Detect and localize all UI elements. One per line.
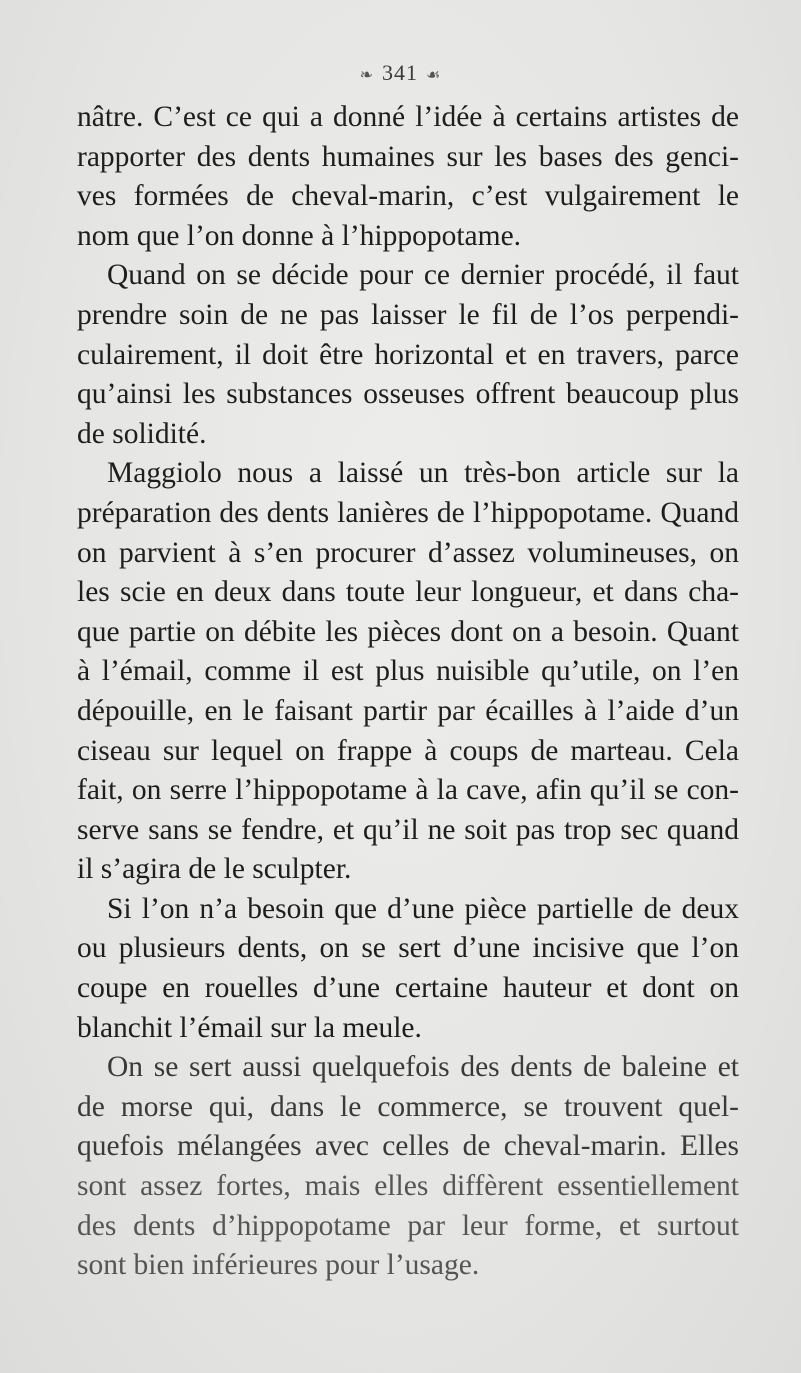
text-line: On se sert aussi quelquefois des dents de baleine et [107, 1051, 739, 1084]
left-ornament-icon: ❧ [359, 66, 375, 84]
text-line: ou plusieurs dents, on se sert d’une incisive que l’on [77, 932, 739, 965]
text-line: dépouille, en le faisant partir par écailles à l’aide d’un [77, 694, 739, 727]
text-line: blanchit l’émail sur la meule. [77, 1011, 422, 1044]
text-line: Si l’on n’a besoin que d’une pièce partielle de deux [107, 892, 739, 925]
text-line: rapporter des dents humaines sur les bases des genci- [77, 140, 739, 173]
text-line: de solidité. [77, 417, 207, 450]
text-line: nom que l’on donne à l’hippopotame. [77, 219, 522, 252]
body-text [77, 98, 739, 1286]
text-line: préparation des dents lanières de l’hippopotame. Quand [77, 496, 739, 529]
text-line: à l’émail, comme il est plus nuisible qu’utile, on l’en [77, 655, 739, 688]
text-line: Maggiolo nous a laissé un très-bon article sur la [107, 457, 739, 490]
text-line: on parvient à s’en procurer d’assez volumineuses, on [77, 536, 739, 569]
text-line: qu’ainsi les substances osseuses offrent beaucoup plus [77, 378, 739, 411]
text-line: sont assez fortes, mais elles diffèrent essentiellement [77, 1170, 739, 1203]
text-line: serve sans se fendre, et qu’il ne soit pas trop sec quand [77, 813, 739, 846]
text-line: il s’agira de le sculpter. [77, 853, 352, 886]
right-ornament-icon: ☙ [426, 66, 442, 84]
text-line: nâtre. C’est ce qui a donné l’idée à certains artistes de [77, 101, 739, 133]
text-line: Quand on se décide pour ce dernier procédé, il faut [107, 259, 739, 292]
text-line: ves formées de cheval-marin, c’est vulgairement le [77, 180, 739, 213]
text-line: fait, on serre l’hippopotame à la cave, afin qu’il se con- [77, 774, 739, 807]
text-line: que partie on débite les pièces dont on a besoin. Quant [77, 615, 739, 648]
page-header [0, 60, 801, 86]
text-line: des dents d’hippopotame par leur forme, et surtout [77, 1209, 739, 1242]
text-line: sont bien inférieures pour l’usage. [77, 1249, 480, 1282]
text-line: les scie en deux dans toute leur longueur, et dans cha- [77, 576, 739, 609]
text-line: ciseau sur lequel on frappe à coups de marteau. Cela [77, 734, 739, 767]
text-line: prendre soin de ne pas laisser le fil de l’os perpendi- [77, 298, 739, 331]
text-line: de morse qui, dans le commerce, se trouvent quel- [77, 1090, 739, 1123]
text-line: coupe en rouelles d’une certaine hauteur et dont on [77, 972, 739, 1005]
text-line: quefois mélangées avec celles de cheval-marin. Elles [77, 1130, 739, 1163]
page-number: 341 [382, 60, 419, 85]
text-line: culairement, il doit être horizontal et en travers, parce [77, 338, 739, 371]
